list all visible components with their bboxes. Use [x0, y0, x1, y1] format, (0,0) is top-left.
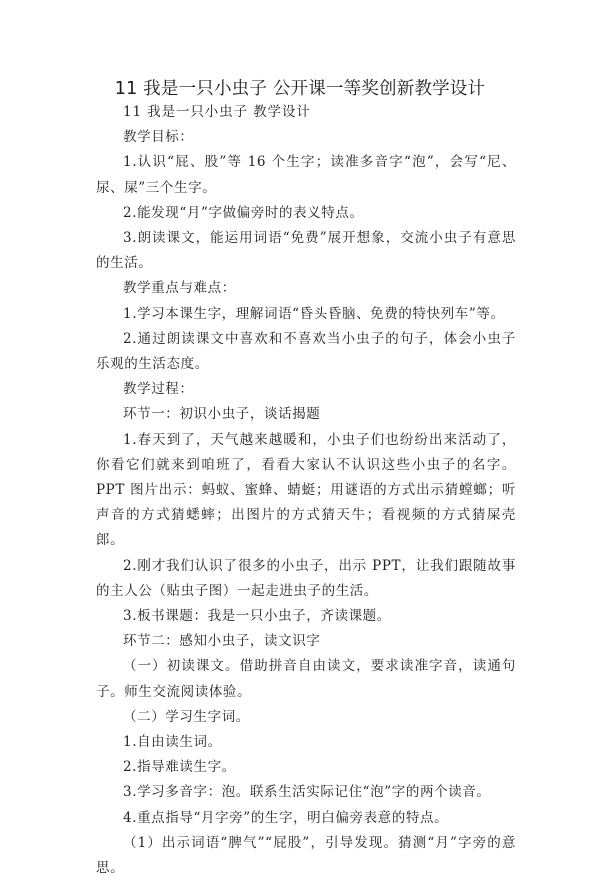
- section-heading-objectives: 教学目标：: [123, 129, 194, 146]
- process-item: 1.自由读生词。: [123, 734, 222, 751]
- process-item: 1.春天到了，天气越来越暖和，小虫子们也纷纷出来活动了，你看它们就来到咱班了，看看大家认不认识这些小虫子的名字。PPT 图片出示：蚂蚁、蜜蜂、蜻蜓；用谜语的方式出示猜螳螂；听声音的方式猜蟋蟀；出图片的方式猜天牛；看视频的方式猜屎壳郎。: [96, 431, 516, 549]
- process-item: （一）初读课文。借助拼音自由读文，要求读准字音，读通句子。师生交流阅读体验。: [96, 658, 516, 700]
- section-heading-process: 教学过程：: [123, 381, 194, 398]
- section-heading-key-points: 教学重点与难点：: [123, 280, 236, 297]
- process-item: 2.指导难读生字。: [123, 759, 236, 776]
- stage-heading: 环节二：感知小虫子，读文识字: [123, 633, 321, 650]
- document-body: [96, 100, 516, 881]
- objective-item: 1.认识“屁、股”等 16 个生字；读准多音字“泡”，会写“尼、尿、屎”三个生字。: [96, 154, 516, 196]
- objective-item: 3.朗读课文，能运用词语“免费”展开想象，交流小虫子有意思的生活。: [96, 230, 516, 272]
- stage-heading: 环节一：初识小虫子，谈话揭题: [123, 406, 321, 423]
- process-item: （1）出示词语“脾气”“屁股”，引导发现。猜测“月”字旁的意思。: [96, 834, 516, 877]
- process-item: 4.重点指导“月字旁”的生字，明白偏旁表意的特点。: [123, 809, 449, 826]
- key-point-item: 1.学习本课生字，理解词语“昏头昏脑、免费的特快列车”等。: [123, 305, 505, 322]
- document-subtitle: 11 我是一只小虫子 教学设计: [123, 104, 311, 120]
- key-point-item: 2.通过朗读课文中喜欢和不喜欢当小虫子的句子，体会小虫子乐观的生活态度。: [96, 330, 516, 373]
- process-item: 3.板书课题：我是一只小虫子，齐读课题。: [123, 608, 391, 625]
- process-item: （二）学习生字词。: [123, 708, 250, 725]
- document-title: 11 我是一只小虫子 公开课一等奖创新教学设计: [114, 79, 486, 99]
- process-item: 3.学习多音字：泡。联系生活实际记住“泡”字的两个读音。: [123, 784, 491, 801]
- objective-item: 2.能发现“月”字做偏旁时的表义特点。: [123, 204, 364, 221]
- process-item: 2.刚才我们认识了很多的小虫子，出示 PPT，让我们跟随故事的主人公（贴虫子图）一起走进虫子的生活。: [96, 557, 516, 599]
